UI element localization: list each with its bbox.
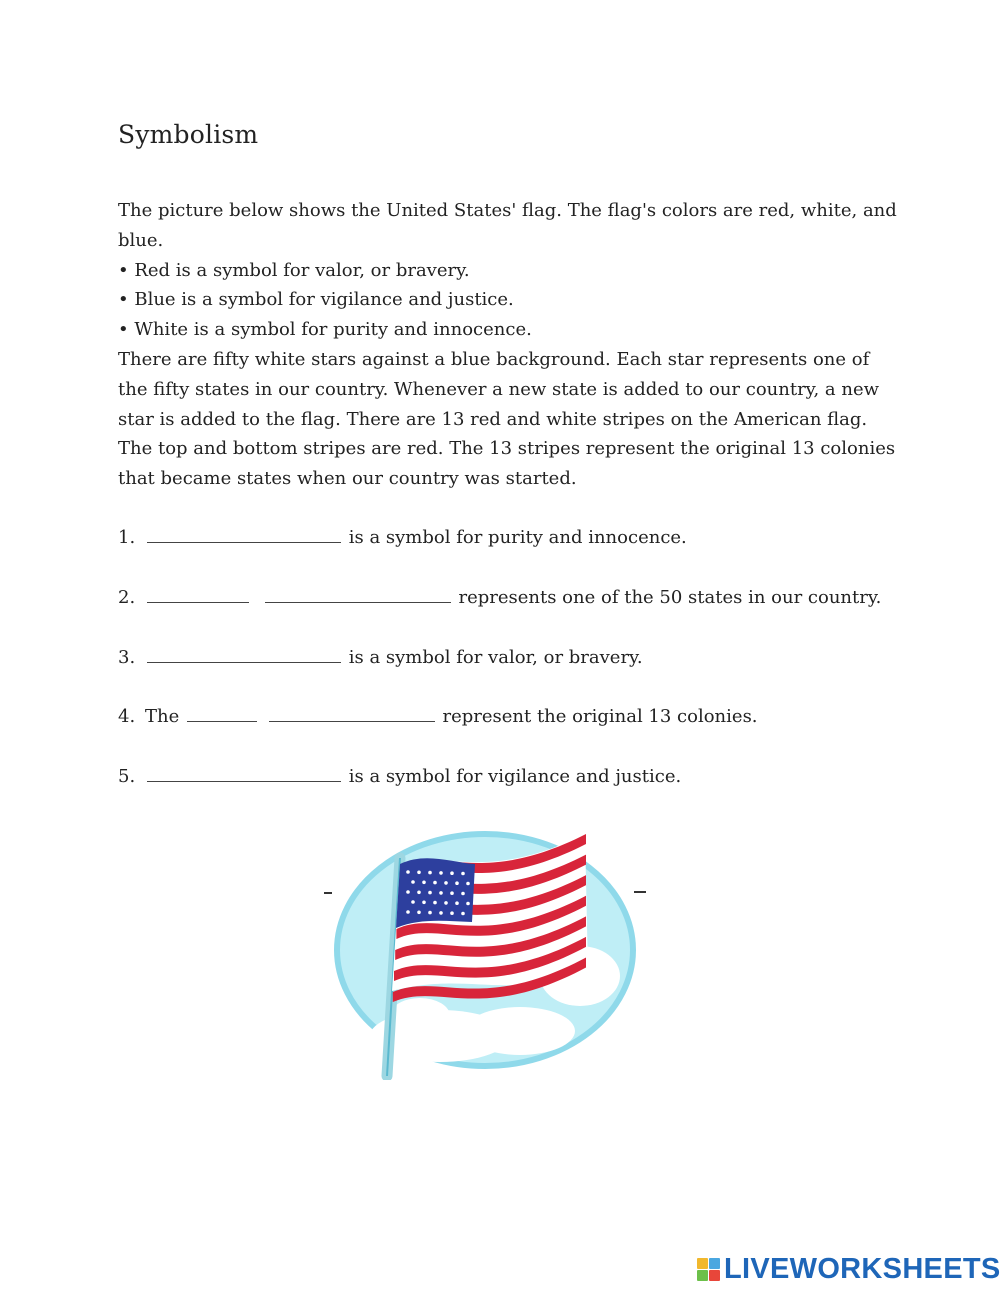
flag-svg	[330, 826, 640, 1080]
flag-star	[411, 900, 415, 904]
flag-star	[466, 902, 470, 906]
answer-blank-2b[interactable]	[265, 587, 451, 603]
intro-text	[118, 196, 898, 494]
question-prefix: The	[145, 706, 180, 727]
question-number: 3.	[118, 647, 136, 668]
question-text: represents one of the 50 states in our country.	[458, 587, 882, 608]
intro-paragraph-2: There are fifty white stars against a blue background. Each star represents one of the fifty states in our country. Whenever a new state is added to our country, a new star is added to the flag. There are 13 red and white stripes on the American flag. The top and bottom stripes are red. The 13 stripes represent the original 13 colonies that became states when our country was started.	[118, 348, 896, 490]
flag-star	[411, 880, 415, 884]
bullet-blue: • Blue is a symbol for vigilance and justice.	[118, 289, 514, 311]
answer-blank-4b[interactable]	[269, 706, 435, 722]
flag-star	[422, 881, 426, 885]
flag-star	[444, 881, 448, 885]
flag-star	[455, 881, 459, 885]
flag-star	[461, 872, 465, 876]
flag-star	[417, 871, 421, 875]
question-4	[118, 705, 758, 729]
question-text: is a symbol for vigilance and justice.	[348, 766, 682, 787]
liveworksheets-logo	[697, 1252, 1000, 1286]
logo-block-v	[697, 1270, 708, 1281]
answer-blank-1[interactable]	[147, 527, 341, 543]
flag-star	[439, 871, 443, 875]
flag-star	[450, 891, 454, 895]
logo-block-l	[697, 1258, 708, 1269]
question-2	[118, 586, 881, 610]
question-number: 5.	[118, 766, 136, 787]
question-text: is a symbol for purity and innocence.	[348, 527, 687, 548]
flag-star	[433, 881, 437, 885]
flag-star	[417, 891, 421, 895]
logo-text: LIVEWORKSHEETS	[724, 1252, 1000, 1285]
flag-star	[428, 911, 432, 915]
page-title: Symbolism	[118, 120, 259, 149]
bullet-white: • White is a symbol for purity and innocence.	[118, 319, 532, 341]
logo-block-i	[709, 1258, 720, 1269]
answer-blank-4a[interactable]	[187, 706, 257, 722]
flag-star	[406, 870, 410, 874]
question-1	[118, 526, 687, 550]
question-number: 4.	[118, 706, 136, 727]
flag-star	[450, 871, 454, 875]
bullet-red: • Red is a symbol for valor, or bravery.	[118, 259, 470, 281]
flag-star	[444, 901, 448, 905]
intro-paragraph-1: The picture below shows the United States' flag. The flag's colors are red, white, and blue.	[118, 200, 897, 251]
answer-blank-5[interactable]	[147, 766, 341, 782]
logo-blocks	[697, 1258, 720, 1281]
flag-star	[406, 910, 410, 914]
flag-star	[428, 871, 432, 875]
flag-star	[439, 911, 443, 915]
answer-blank-3[interactable]	[147, 647, 341, 663]
flag-star	[461, 892, 465, 896]
flag-star	[439, 891, 443, 895]
us-flag-illustration	[330, 826, 640, 1080]
question-text: represent the original 13 colonies.	[442, 706, 758, 727]
flag-star	[433, 901, 437, 905]
flag-star	[422, 901, 426, 905]
question-number: 2.	[118, 587, 136, 608]
question-3	[118, 646, 643, 670]
flag-star	[466, 882, 470, 886]
question-number: 1.	[118, 527, 136, 548]
flag-star	[455, 901, 459, 905]
flag-star	[450, 911, 454, 915]
question-text: is a symbol for valor, or bravery.	[348, 647, 643, 668]
flag-star	[417, 911, 421, 915]
flag-star	[428, 891, 432, 895]
flag-star	[406, 890, 410, 894]
question-5	[118, 765, 681, 789]
flag-star	[461, 912, 465, 916]
logo-block-e	[709, 1270, 720, 1281]
answer-blank-2a[interactable]	[147, 587, 249, 603]
